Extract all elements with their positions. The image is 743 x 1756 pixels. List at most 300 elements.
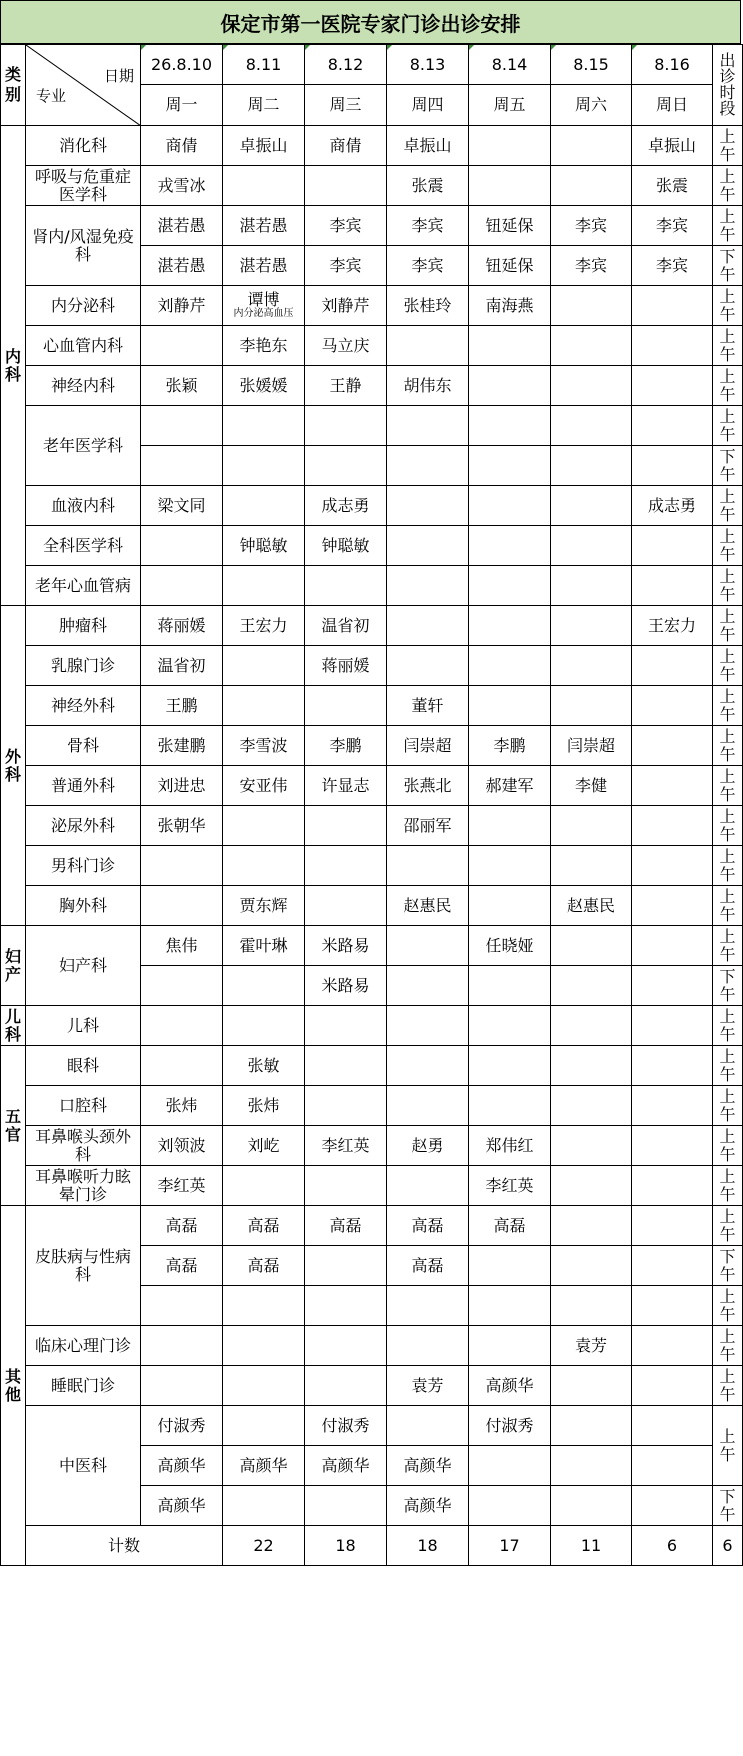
schedule-cell <box>223 1406 305 1446</box>
schedule-cell: 李宾 <box>551 246 632 286</box>
schedule-cell: 郝建军 <box>469 766 551 806</box>
table-row <box>1 1006 743 1046</box>
schedule-cell <box>551 406 632 446</box>
schedule-cell <box>632 1366 713 1406</box>
schedule-cell: 钮延保 <box>469 206 551 246</box>
schedule-cell <box>305 1046 387 1086</box>
schedule-cell <box>387 1006 469 1046</box>
schedule-cell: 高磊 <box>223 1206 305 1246</box>
schedule-cell: 商倩 <box>305 126 387 166</box>
period-cell: 上午 <box>713 646 743 686</box>
schedule-cell <box>223 846 305 886</box>
schedule-cell: 袁芳 <box>551 1326 632 1366</box>
schedule-cell: 安亚伟 <box>223 766 305 806</box>
schedule-cell: 高颜华 <box>141 1486 223 1526</box>
specialty-erbihou: 耳鼻喉头颈外科 <box>26 1126 141 1166</box>
schedule-cell: 高磊 <box>141 1246 223 1286</box>
schedule-cell <box>632 1326 713 1366</box>
specialty-erke: 儿科 <box>26 1006 141 1046</box>
schedule-cell <box>469 326 551 366</box>
period-cell: 上午 <box>713 1046 743 1086</box>
schedule-cell: 胡伟东 <box>387 366 469 406</box>
schedule-cell <box>469 606 551 646</box>
table-row <box>1 326 743 366</box>
schedule-cell <box>223 1486 305 1526</box>
schedule-cell <box>632 686 713 726</box>
schedule-cell: 王鹏 <box>141 686 223 726</box>
table-row <box>1 1406 743 1446</box>
schedule-cell <box>632 966 713 1006</box>
schedule-cell <box>469 1486 551 1526</box>
schedule-cell: 钟聪敏 <box>305 526 387 566</box>
schedule-cell <box>551 326 632 366</box>
schedule-cell <box>223 1366 305 1406</box>
schedule-cell: 高磊 <box>387 1246 469 1286</box>
total-cell: 6 <box>713 1526 743 1566</box>
schedule-cell: 张燕北 <box>387 766 469 806</box>
table-row <box>1 126 743 166</box>
schedule-cell: 刘屹 <box>223 1126 305 1166</box>
schedule-cell: 李宾 <box>387 206 469 246</box>
schedule-cell: 贾东辉 <box>223 886 305 926</box>
total-cell: 17 <box>469 1526 551 1566</box>
table-row <box>1 1326 743 1366</box>
schedule-cell: 戎雪冰 <box>141 166 223 206</box>
period-cell: 上午 <box>713 846 743 886</box>
period-cell: 上午 <box>713 206 743 246</box>
schedule-cell: 蒋丽媛 <box>141 606 223 646</box>
specialty-quanke: 全科医学科 <box>26 526 141 566</box>
period-cell: 上午 <box>713 1006 743 1046</box>
schedule-cell: 李宾 <box>632 206 713 246</box>
total-cell: 6 <box>632 1526 713 1566</box>
schedule-cell <box>551 1126 632 1166</box>
schedule-cell: 高颜华 <box>141 1446 223 1486</box>
totals-label: 计数 <box>26 1526 223 1566</box>
schedule-cell: 湛若愚 <box>223 206 305 246</box>
schedule-cell <box>141 846 223 886</box>
specialty-yanke: 眼科 <box>26 1046 141 1086</box>
date-cell: 8.12 <box>305 45 387 85</box>
schedule-cell <box>469 646 551 686</box>
schedule-cell <box>305 566 387 606</box>
page-title: 保定市第一医院专家门诊出诊安排 <box>0 0 741 44</box>
schedule-cell: 付淑秀 <box>305 1406 387 1446</box>
table-row <box>1 1366 743 1406</box>
schedule-cell <box>551 486 632 526</box>
schedule-cell: 张敏 <box>223 1046 305 1086</box>
category-fuchan: 妇产 <box>1 926 26 1006</box>
schedule-cell: 米路易 <box>305 966 387 1006</box>
schedule-cell <box>469 1286 551 1326</box>
schedule-cell <box>387 446 469 486</box>
period-cell: 上午 <box>713 1286 743 1326</box>
total-cell: 11 <box>551 1526 632 1566</box>
period-cell: 上午 <box>713 1366 743 1406</box>
period-cell: 下午 <box>713 1486 743 1526</box>
specialty-xinli: 临床心理门诊 <box>26 1326 141 1366</box>
schedule-cell <box>551 806 632 846</box>
weekday-cell: 周四 <box>387 85 469 126</box>
period-cell: 上午 <box>713 366 743 406</box>
specialty-shenjingnei: 神经内科 <box>26 366 141 406</box>
date-cell: 8.16 <box>632 45 713 85</box>
schedule-cell <box>469 806 551 846</box>
period-cell: 上午 <box>713 1406 743 1486</box>
schedule-cell <box>469 886 551 926</box>
specialty-xiongwai: 胸外科 <box>26 886 141 926</box>
period-cell: 上午 <box>713 926 743 966</box>
period-cell: 上午 <box>713 726 743 766</box>
specialty-laonianxin: 老年心血管病 <box>26 566 141 606</box>
schedule-cell: 李宾 <box>305 206 387 246</box>
specialty-huxi: 呼吸与危重症医学科 <box>26 166 141 206</box>
period-cell: 下午 <box>713 966 743 1006</box>
schedule-cell: 焦伟 <box>141 926 223 966</box>
schedule-cell <box>551 846 632 886</box>
period-cell: 上午 <box>713 766 743 806</box>
schedule-cell: 付淑秀 <box>469 1406 551 1446</box>
schedule-cell: 刘领波 <box>141 1126 223 1166</box>
schedule-cell: 高磊 <box>387 1206 469 1246</box>
schedule-cell: 赵勇 <box>387 1126 469 1166</box>
schedule-cell <box>469 406 551 446</box>
period-cell: 上午 <box>713 406 743 446</box>
schedule-cell: 张炜 <box>141 1086 223 1126</box>
schedule-cell: 李宾 <box>551 206 632 246</box>
schedule-cell <box>551 526 632 566</box>
schedule-cell: 米路易 <box>305 926 387 966</box>
schedule-cell <box>305 886 387 926</box>
schedule-cell <box>141 1366 223 1406</box>
schedule-cell <box>223 1006 305 1046</box>
schedule-cell <box>387 1326 469 1366</box>
schedule-cell <box>632 1126 713 1166</box>
table-row <box>1 726 743 766</box>
schedule-cell <box>387 1086 469 1126</box>
schedule-cell <box>223 406 305 446</box>
schedule-cell <box>632 366 713 406</box>
schedule-cell <box>632 1486 713 1526</box>
schedule-cell: 湛若愚 <box>223 246 305 286</box>
schedule-cell: 高磊 <box>141 1206 223 1246</box>
schedule-cell: 高颜华 <box>387 1486 469 1526</box>
table-row <box>1 646 743 686</box>
schedule-cell: 邵丽军 <box>387 806 469 846</box>
period-cell: 上午 <box>713 126 743 166</box>
specialty-shenjingwai: 神经外科 <box>26 686 141 726</box>
category-erke: 儿科 <box>1 1006 26 1046</box>
period-cell: 下午 <box>713 246 743 286</box>
table-row <box>1 606 743 646</box>
schedule-cell <box>305 446 387 486</box>
schedule-cell <box>141 1046 223 1086</box>
schedule-cell: 任晓娅 <box>469 926 551 966</box>
schedule-cell <box>551 1366 632 1406</box>
schedule-cell <box>632 1206 713 1246</box>
schedule-cell: 张震 <box>632 166 713 206</box>
schedule-cell <box>223 446 305 486</box>
schedule-cell: 成志勇 <box>632 486 713 526</box>
schedule-cell: 张桂玲 <box>387 286 469 326</box>
weekday-cell: 周三 <box>305 85 387 126</box>
schedule-cell <box>387 846 469 886</box>
schedule-cell <box>469 1046 551 1086</box>
schedule-cell <box>469 566 551 606</box>
period-cell: 上午 <box>713 886 743 926</box>
schedule-cell <box>141 406 223 446</box>
schedule-cell <box>223 566 305 606</box>
table-row <box>1 486 743 526</box>
schedule-cell <box>469 1006 551 1046</box>
period-cell: 上午 <box>713 1086 743 1126</box>
specialty-nanke: 男科门诊 <box>26 846 141 886</box>
schedule-table <box>0 44 743 1566</box>
schedule-cell: 李鹏 <box>469 726 551 766</box>
schedule-cell <box>551 1446 632 1486</box>
schedule-cell <box>632 846 713 886</box>
total-cell: 18 <box>305 1526 387 1566</box>
schedule-cell: 李宾 <box>387 246 469 286</box>
date-cell: 8.11 <box>223 45 305 85</box>
schedule-cell: 商倩 <box>141 126 223 166</box>
schedule-cell <box>305 1246 387 1286</box>
table-row <box>1 526 743 566</box>
totals-row <box>1 1526 743 1566</box>
schedule-cell: 李鹏 <box>305 726 387 766</box>
schedule-cell: 湛若愚 <box>141 246 223 286</box>
schedule-cell <box>632 566 713 606</box>
category-neike: 内科 <box>1 126 26 606</box>
table-row <box>1 846 743 886</box>
schedule-cell <box>305 1486 387 1526</box>
period-cell: 上午 <box>713 286 743 326</box>
schedule-cell <box>632 1446 713 1486</box>
schedule-cell: 郑伟红 <box>469 1126 551 1166</box>
schedule-cell: 李雪波 <box>223 726 305 766</box>
schedule-cell <box>469 1246 551 1286</box>
schedule-cell <box>141 446 223 486</box>
specialty-zhongyi: 中医科 <box>26 1406 141 1526</box>
weekday-cell: 周日 <box>632 85 713 126</box>
schedule-cell <box>223 806 305 846</box>
schedule-cell <box>632 766 713 806</box>
schedule-cell <box>469 166 551 206</box>
schedule-cell <box>141 1006 223 1046</box>
schedule-cell <box>387 1286 469 1326</box>
weekday-cell: 周五 <box>469 85 551 126</box>
specialty-miniao: 泌尿外科 <box>26 806 141 846</box>
schedule-cell: 闫崇超 <box>551 726 632 766</box>
schedule-cell <box>469 486 551 526</box>
schedule-cell: 蒋丽媛 <box>305 646 387 686</box>
schedule-cell <box>223 1166 305 1206</box>
period-cell: 上午 <box>713 806 743 846</box>
diagonal-header <box>26 45 141 126</box>
date-cell: 8.14 <box>469 45 551 85</box>
schedule-cell: 李宾 <box>632 246 713 286</box>
schedule-cell <box>305 166 387 206</box>
category-header: 类别 <box>1 45 26 126</box>
schedule-cell <box>632 1046 713 1086</box>
schedule-cell <box>469 1326 551 1366</box>
schedule-cell: 李艳东 <box>223 326 305 366</box>
schedule-cell <box>551 1406 632 1446</box>
table-row <box>1 1166 743 1206</box>
period-cell: 上午 <box>713 166 743 206</box>
schedule-cell: 刘进忠 <box>141 766 223 806</box>
schedule-cell <box>387 486 469 526</box>
schedule-cell <box>305 1086 387 1126</box>
specialty-ruxian: 乳腺门诊 <box>26 646 141 686</box>
schedule-cell <box>551 566 632 606</box>
schedule-cell <box>305 846 387 886</box>
schedule-cell <box>387 566 469 606</box>
period-cell: 上午 <box>713 566 743 606</box>
specialty-fuchanke: 妇产科 <box>26 926 141 1006</box>
specialty-shennei: 肾内/风湿免疫科 <box>26 206 141 286</box>
table-row <box>1 1206 743 1246</box>
table-row <box>1 886 743 926</box>
schedule-cell <box>305 1366 387 1406</box>
table-row <box>1 686 743 726</box>
table-row <box>1 286 743 326</box>
schedule-cell: 付淑秀 <box>141 1406 223 1446</box>
schedule-cell: 高颜华 <box>305 1446 387 1486</box>
schedule-cell <box>223 1326 305 1366</box>
date-label: 日期 <box>103 67 134 85</box>
specialty-xiaohua: 消化科 <box>26 126 141 166</box>
schedule-cell <box>141 326 223 366</box>
schedule-cell <box>387 606 469 646</box>
schedule-cell <box>551 1086 632 1126</box>
schedule-cell <box>223 646 305 686</box>
schedule-cell <box>387 406 469 446</box>
header-row-dates <box>1 45 743 85</box>
schedule-cell <box>551 1206 632 1246</box>
schedule-cell <box>469 1446 551 1486</box>
schedule-cell <box>632 1006 713 1046</box>
schedule-cell: 卓振山 <box>632 126 713 166</box>
table-row <box>1 1086 743 1126</box>
schedule-cell: 马立庆 <box>305 326 387 366</box>
schedule-cell: 卓振山 <box>223 126 305 166</box>
schedule-cell <box>387 1406 469 1446</box>
schedule-cell <box>305 1286 387 1326</box>
schedule-cell <box>387 1166 469 1206</box>
schedule-cell <box>632 446 713 486</box>
period-cell: 下午 <box>713 1246 743 1286</box>
schedule-cell <box>387 526 469 566</box>
schedule-cell: 成志勇 <box>305 486 387 526</box>
schedule-cell: 高颜华 <box>223 1446 305 1486</box>
specialty-label: 专业 <box>36 87 67 105</box>
schedule-cell <box>632 926 713 966</box>
schedule-cell: 刘静芹 <box>305 286 387 326</box>
schedule-cell <box>305 806 387 846</box>
schedule-cell: 湛若愚 <box>141 206 223 246</box>
schedule-cell: 李红英 <box>469 1166 551 1206</box>
schedule-cell <box>551 1006 632 1046</box>
schedule-cell <box>223 686 305 726</box>
period-cell: 上午 <box>713 326 743 366</box>
table-row <box>1 366 743 406</box>
schedule-cell: 南海燕 <box>469 286 551 326</box>
schedule-cell <box>551 126 632 166</box>
specialty-zhongliu: 肿瘤科 <box>26 606 141 646</box>
schedule-cell <box>551 926 632 966</box>
schedule-cell: 赵惠民 <box>551 886 632 926</box>
schedule-cell <box>305 1326 387 1366</box>
schedule-cell <box>387 1046 469 1086</box>
table-row <box>1 1126 743 1166</box>
schedule-cell <box>632 886 713 926</box>
schedule-cell <box>141 1286 223 1326</box>
period-cell: 上午 <box>713 1126 743 1166</box>
schedule-cell: 温省初 <box>141 646 223 686</box>
schedule-cell: 王静 <box>305 366 387 406</box>
schedule-cell: 张建鹏 <box>141 726 223 766</box>
schedule-cell: 张朝华 <box>141 806 223 846</box>
schedule-cell: 高磊 <box>223 1246 305 1286</box>
specialty-pifu: 皮肤病与性病科 <box>26 1206 141 1326</box>
schedule-cell <box>469 126 551 166</box>
specialty-xinxueguan: 心血管内科 <box>26 326 141 366</box>
schedule-cell <box>551 686 632 726</box>
total-cell: 22 <box>223 1526 305 1566</box>
schedule-cell: 张媛媛 <box>223 366 305 406</box>
schedule-cell <box>551 1246 632 1286</box>
date-cell: 26.8.10 <box>141 45 223 85</box>
schedule-cell: 刘静芹 <box>141 286 223 326</box>
category-waike: 外科 <box>1 606 26 926</box>
schedule-cell <box>141 886 223 926</box>
schedule-cell <box>551 646 632 686</box>
specialty-xueye: 血液内科 <box>26 486 141 526</box>
schedule-cell: 温省初 <box>305 606 387 646</box>
schedule-cell <box>223 1286 305 1326</box>
schedule-cell <box>141 966 223 1006</box>
specialty-shuimian: 睡眠门诊 <box>26 1366 141 1406</box>
schedule-cell <box>469 446 551 486</box>
period-cell: 上午 <box>713 1166 743 1206</box>
schedule-cell <box>387 646 469 686</box>
schedule-cell <box>632 1246 713 1286</box>
schedule-cell <box>551 1486 632 1526</box>
schedule-cell <box>141 1326 223 1366</box>
schedule-cell: 董轩 <box>387 686 469 726</box>
schedule-cell <box>387 926 469 966</box>
schedule-cell <box>223 286 305 326</box>
schedule-cell: 高磊 <box>305 1206 387 1246</box>
period-cell: 上午 <box>713 606 743 646</box>
period-cell: 上午 <box>713 686 743 726</box>
weekday-cell: 周一 <box>141 85 223 126</box>
schedule-cell: 李健 <box>551 766 632 806</box>
schedule-cell <box>387 966 469 1006</box>
schedule-cell: 李红英 <box>305 1126 387 1166</box>
specialty-putong: 普通外科 <box>26 766 141 806</box>
schedule-cell <box>551 446 632 486</box>
specialty-kouqiang: 口腔科 <box>26 1086 141 1126</box>
schedule-cell <box>223 966 305 1006</box>
schedule-cell <box>551 1046 632 1086</box>
schedule-cell <box>469 686 551 726</box>
schedule-cell <box>551 366 632 406</box>
period-cell: 上午 <box>713 1206 743 1246</box>
schedule-cell <box>551 166 632 206</box>
table-row <box>1 926 743 966</box>
